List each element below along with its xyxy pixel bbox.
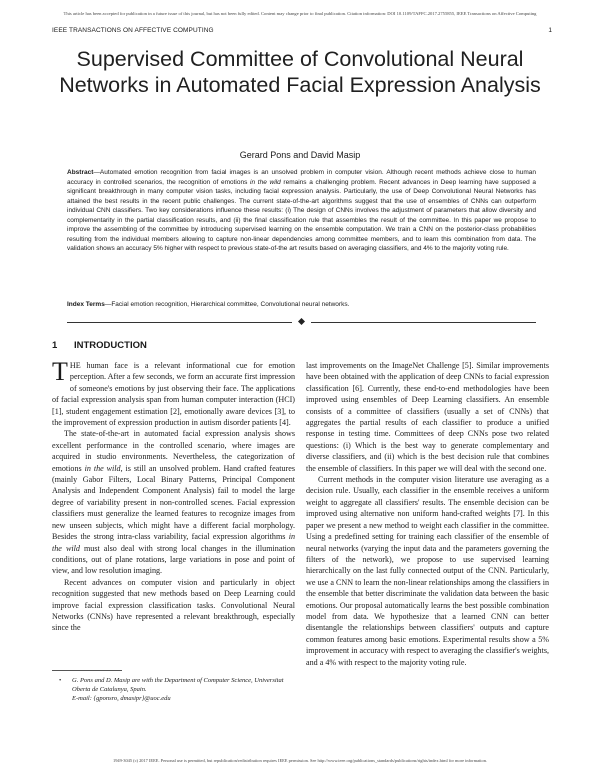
footnote-email: E-mail: {gponsro, dmasipr}@uoc.edu	[72, 695, 171, 702]
divider-rule-left	[67, 322, 292, 323]
emphasis-text: in the wild	[84, 463, 121, 473]
abstract-emphasis: in the wild	[250, 178, 281, 186]
section-title-rest: NTRODUCTION	[76, 340, 147, 351]
paper-authors: Gerard Pons and David Masip	[239, 150, 361, 160]
drop-cap: T	[52, 357, 68, 386]
footnote-affiliation: G. Pons and D. Masip are with the Department of Computer Science, Universitat Oberta de Catalunya, Spain.	[72, 677, 284, 693]
abstract-text-1: Automated emotion recognition from facial images is an unsolved problem in computer vision. Although recent methods achieve close to human accuracy in controlled scenarios, the recognition of emotions	[67, 169, 536, 186]
author-footnote	[52, 676, 295, 703]
index-terms-text: —Facial emotion recognition, Hierarchical committee, Convolutional neural networks.	[104, 301, 350, 308]
diamond-ornament-icon	[298, 318, 305, 325]
section-heading-introduction	[52, 340, 295, 352]
abstract-label: Abstract	[67, 169, 94, 176]
left-column	[52, 357, 295, 634]
paragraph-text: must also deal with strong local changes in the illumination conditions, out of plane rotations, large variations in pose and point of view, and low resolution imaging.	[52, 543, 295, 576]
footnote-body	[72, 676, 295, 703]
abstract-text-2: remains a challenging problem. Recent advances in Deep learning have supposed a significant breakthrough in many computer vision tasks, including facial expression analysis. Particularly, the use of Deep Convolutional Neural Networks has attained the best results in the recent public challenges. The current state-of-the-art algorithms suggest that the use of ensembles of CNNs can outperform individual CNN classifiers. Two key considerations influence these results: (i) The design of CNNs involves the adjustment of parameters that allow diversity and complementarity in the partial classification results, and (ii) the final classification rule that assembles the result of the committee. In this paper we propose to improve the assembling of the committee by introducing supervised learning on the ensemble computation. We train a CNN on the posterior-class probabilities resulting from the individual members allowing to capture non-linear dependencies among committee members, and to learn this combination from data. The validation shows an accuracy 5% higher with respect to previous state-of-the art results based on averaging classifiers, and 4% to the majority voting rule.	[67, 178, 536, 252]
paragraph-text: , is still an unsolved problem. Hand crafted features (mainly Gabor Filters, Local Binary Patterns, Principal Component Analysis and Independent Component Analysis) fail to model the large degree of variability present in non-controlled scenes. Facial expression classifiers must generalize the learned features to recognize images from new unseen subjects, which might have a different facial morphology. Besides the strong intra-class variability, facial expression algorithms	[52, 463, 295, 542]
paper-title: Supervised Committee of Convolutional Neural Networks in Automated Facial Expression Analysis	[59, 47, 541, 97]
section-divider	[67, 318, 536, 326]
section-number: 1	[52, 340, 58, 351]
abstract-dash: —	[93, 169, 100, 176]
running-header	[52, 26, 552, 36]
abstract	[67, 168, 536, 254]
intro-paragraph-5: Current methods in the computer vision literature use averaging as a decision rule. Usually, each classifier in the ensemble receives a uniform weight to aggregate all classifiers' results. The ensemble decision can be improved using alternative non uniform hand-crafted weights [7]. In this paper we present a new method to weight each classifier in the committee. Using a predefined setting for training each classifier of the ensemble of neural networks (varying the input data and the parameters governing the filters of the network), we propose to use supervised learning hierarchically on the last fully connected output of the CNN. Particularly, we use a CNN to learn the non-linear relationships among the classifiers in the ensemble that better discriminate the validation data between the basic emotions. Our proposal automatically learns the best possible combination model from data. We hypothesize that a learned CNN can better disentangle the relationships between classifiers' outputs and capture common features among basic emotions. Experimental results show a 5% improvement in accuracy with respect to averaging the classifier's weights, and a 4% with respect to the majority voting rule.	[306, 475, 549, 667]
page-number: 1	[548, 27, 552, 34]
lead-word: HE	[69, 361, 81, 370]
emphasis-text: in the wild	[52, 532, 295, 553]
intro-paragraph-1	[52, 357, 295, 428]
paragraph-text: The state-of-the-art in automated facial expression analysis shows excellent performance in the controlled scenario, where images are acquired in studio environments. Nevertheless, the categorization of emotions	[52, 429, 295, 473]
publication-notice: This article has been accepted for publication in a future issue of this journal, but has not been fully edited. Content may change prior to final publication. Citation information: DOI 10.1109/TAFFC.2017.2755855, IEEE Transactions on Affective Computing	[63, 11, 537, 16]
journal-name: IEEE TRANSACTIONS ON AFFECTIVE COMPUTING	[52, 27, 214, 34]
index-terms-label: Index Terms	[67, 301, 105, 308]
footnote-rule	[52, 670, 122, 671]
divider-rule-right	[311, 322, 536, 323]
intro-paragraph-3: Recent advances on computer vision and particularly in object recognition suggested that new methods based on Deep Learning could improve facial expression classification tasks. Convolutional Neural Networks (CNNs) have represented a relevant breakthrough, especially since the	[52, 577, 295, 633]
right-column	[306, 360, 549, 668]
intro-paragraph-2	[52, 428, 295, 576]
section-title-initial: I	[74, 340, 77, 351]
footnote-bullet: •	[59, 677, 62, 684]
index-terms	[67, 300, 536, 310]
copyright-footer: 1949-3045 (c) 2017 IEEE. Personal use is permitted, but republication/redistribution requires IEEE permission. See http://www.ieee.org/publications_standards/publications/rights/index.html for more information.	[113, 758, 487, 763]
intro-paragraph-4: last improvements on the ImageNet Challenge [5]. Similar improvements have been obtained with the application of deep CNNs to facial expression classification [6]. Currently, these end-to-end methodologies have been improved using ensembles of Deep Learning classifiers. An ensemble consists of a committee of classifiers (usually a set of CNNs) that aggregates the partial results of each classifier to produce a unified response in testing time. Committees of deep CNNs pose two related questions: (i) Which is the best way to generate complementary and diverse classifiers, and (ii) which is the best decision rule that combines the ensemble of classifiers. In this paper we will deal with the second one.	[306, 361, 549, 473]
paragraph-text: human face is a relevant informational cue for emotion perception. After a few seconds, we form an accurate first impression of someone's emotions by just observing their face. The applications of facial expression analysis span from human computer interaction (HCI) [1], student engagement estimation [2], emotionally aware devices [3], to the improvement of expression production in autism disorder patients [4].	[52, 361, 295, 428]
